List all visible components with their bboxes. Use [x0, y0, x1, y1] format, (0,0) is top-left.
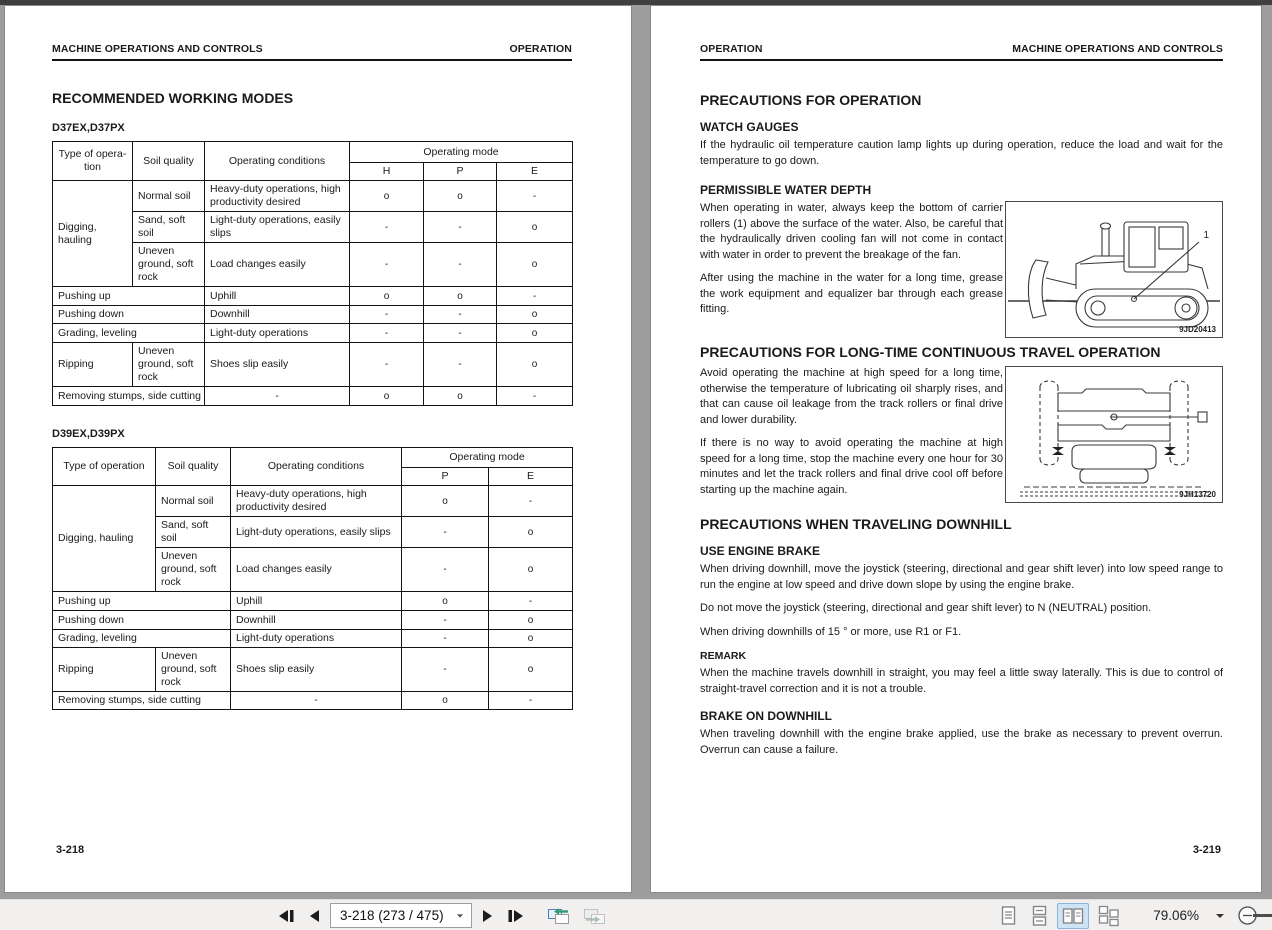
two-page-layout-icon: [1062, 906, 1084, 926]
next-view-button[interactable]: [579, 903, 610, 929]
table-row: [53, 324, 573, 343]
table-cell: -: [350, 243, 424, 287]
zoom-dropdown-button[interactable]: [1212, 903, 1228, 929]
table-header-row: [53, 142, 573, 163]
table-row: [53, 611, 573, 630]
table-cell: -: [402, 611, 489, 630]
table-cell: Sand, soft soil: [133, 212, 205, 243]
first-page-button[interactable]: [272, 903, 299, 929]
col-header-mode: Operating mode: [350, 142, 573, 163]
table-cell: o: [497, 212, 573, 243]
figure-callout-1: 1: [1203, 230, 1209, 241]
table-row: [53, 592, 573, 611]
table-row: [53, 692, 573, 710]
two-page-continuous-layout-button[interactable]: [1094, 903, 1124, 929]
engine-brake-title: USE ENGINE BRAKE: [700, 544, 821, 558]
table-cell: -: [350, 212, 424, 243]
view-layout-group: [995, 900, 1262, 930]
paragraph: After using the machine in the water for a long time, grease the work equipment and equalizer bar through each grease fitting.: [700, 272, 1003, 315]
table-cell: o: [424, 181, 497, 212]
table-cell: o: [350, 287, 424, 306]
long-travel-section: [700, 366, 1223, 506]
table-cell: Shoes slip easily: [231, 648, 402, 692]
header-rule: [52, 59, 572, 61]
zoom-slider[interactable]: [1253, 914, 1272, 917]
running-header-right: MACHINE OPERATIONS AND CONTROLS: [1012, 43, 1223, 55]
running-header-right: OPERATION: [509, 43, 572, 55]
next-page-icon: [481, 909, 494, 923]
page-right[interactable]: [650, 5, 1262, 893]
right-page-content: [700, 92, 1223, 766]
last-page-button[interactable]: [503, 903, 530, 929]
table-cell: -: [424, 324, 497, 343]
col-header-soil: Soil quality: [156, 448, 231, 486]
table-cell: -: [402, 648, 489, 692]
col-header-mode: Operating mode: [402, 448, 573, 468]
table-cell: o: [402, 486, 489, 517]
table-cell: o: [497, 243, 573, 287]
col-header-type: Type of operation: [53, 448, 156, 486]
page-left[interactable]: [4, 5, 632, 893]
table-cell: o: [497, 306, 573, 324]
bottom-toolbar: [0, 899, 1272, 930]
table-row: [53, 287, 573, 306]
first-page-icon: [276, 909, 295, 923]
col-header-conditions: Operating conditions: [205, 142, 350, 181]
table-cell: -: [497, 387, 573, 406]
water-depth-title: PERMISSIBLE WATER DEPTH: [700, 183, 872, 197]
mode-col-p: P: [402, 468, 489, 486]
table-cell: Uphill: [205, 287, 350, 306]
table-row: [53, 486, 573, 517]
model-heading-d39: D39EX,D39PX: [52, 428, 125, 440]
single-page-layout-button[interactable]: [995, 903, 1021, 929]
table-cell: -: [402, 630, 489, 648]
watch-gauges-text: If the hydraulic oil temperature caution lamp lights up during operation, reduce the load and wait for the temperature to go down.: [700, 139, 1223, 167]
table-cell: Digging, hauling: [53, 486, 156, 592]
table-cell: -: [205, 387, 350, 406]
continuous-layout-icon: [1030, 905, 1048, 927]
table-cell: o: [489, 611, 573, 630]
table-cell: Uneven ground, soft rock: [133, 343, 205, 387]
col-header-conditions: Operating conditions: [231, 448, 402, 486]
table-cell: Pushing up: [53, 287, 205, 306]
table-cell: -: [497, 181, 573, 212]
table-cell: o: [489, 648, 573, 692]
table-cell: Grading, leveling: [53, 630, 231, 648]
table-cell: Downhill: [231, 611, 402, 630]
figure-code: 9JH13720: [1179, 490, 1216, 499]
remark-title: REMARK: [700, 650, 747, 662]
table-cell: Digging, hauling: [53, 181, 133, 287]
table-header-row: [53, 448, 573, 468]
table-cell: Heavy-duty operations, high productivity desired: [205, 181, 350, 212]
mode-col-e: E: [497, 163, 573, 181]
page-box-value: 3-218 (273 / 475): [340, 908, 444, 923]
mode-col-e: E: [489, 468, 573, 486]
previous-page-button[interactable]: [304, 903, 325, 929]
model-heading-d37: D37EX,D37PX: [52, 122, 125, 134]
table-cell: Uphill: [231, 592, 402, 611]
next-view-icon: [583, 907, 606, 925]
table-cell: o: [350, 181, 424, 212]
left-page-content: [52, 90, 572, 710]
page-title: RECOMMENDED WORKING MODES: [52, 90, 294, 106]
table-row: [53, 343, 573, 387]
figure-code: 9JD20413: [1179, 325, 1216, 334]
remark-text: When the machine travels downhill in straight, you may feel a little sway laterally. This is due to control of straight-travel correction and it is not a trouble.: [700, 667, 1223, 695]
table-cell: Grading, leveling: [53, 324, 205, 343]
table-cell: -: [424, 243, 497, 287]
table-cell: Uneven ground, soft rock: [156, 548, 231, 592]
mode-col-h: H: [350, 163, 424, 181]
working-modes-table-d39: [52, 447, 573, 710]
chevron-down-icon: [1216, 914, 1224, 918]
table-cell: Pushing down: [53, 611, 231, 630]
table-row: [53, 387, 573, 406]
table-cell: Normal soil: [133, 181, 205, 212]
table-cell: Ripping: [53, 343, 133, 387]
previous-view-icon: [547, 907, 570, 925]
header-rule: [700, 59, 1223, 61]
table-cell: Ripping: [53, 648, 156, 692]
previous-view-button[interactable]: [543, 903, 574, 929]
table-cell: -: [424, 343, 497, 387]
table-cell: -: [489, 692, 573, 710]
table-cell: Normal soil: [156, 486, 231, 517]
running-header: [52, 43, 572, 55]
running-header: [700, 43, 1223, 55]
page-number: 3-219: [1192, 844, 1221, 856]
figure-water-depth: [1005, 201, 1223, 338]
table-cell: -: [350, 324, 424, 343]
working-modes-table-d37: [52, 141, 573, 406]
table-cell: o: [497, 324, 573, 343]
brake-downhill-title: BRAKE ON DOWNHILL: [700, 709, 832, 723]
table-cell: Pushing down: [53, 306, 205, 324]
two-page-continuous-layout-icon: [1098, 905, 1120, 927]
table-cell: Uneven ground, soft rock: [156, 648, 231, 692]
table-cell: -: [424, 306, 497, 324]
running-header-left: MACHINE OPERATIONS AND CONTROLS: [52, 43, 263, 55]
table-cell: Light-duty operations, easily slips: [205, 212, 350, 243]
table-cell: Light-duty operations, easily slips: [231, 517, 402, 548]
table-cell: -: [231, 692, 402, 710]
mode-col-p: P: [424, 163, 497, 181]
continuous-layout-button[interactable]: [1026, 903, 1052, 929]
chevron-down-icon: [457, 914, 463, 917]
paragraph: If there is no way to avoid operating the machine at high speed for a long time, stop the machine every one hour for 30 minutes and let the track rollers and final drive cool off before starting up the machine again.: [700, 437, 1003, 496]
paragraph: Avoid operating the machine at high speed for a long time, otherwise the temperature of lubricating oil sharply rises, and that can cause oil leakage from the track rollers or final drive and lower durability.: [700, 367, 1003, 426]
downhill-title: PRECAUTIONS WHEN TRAVELING DOWNHILL: [700, 516, 1012, 532]
section-title: PRECAUTIONS FOR OPERATION: [700, 92, 922, 108]
paragraph: When traveling downhill with the engine brake applied, use the brake as necessary to prevent overrun. Overrun can cause a failure.: [700, 728, 1223, 756]
paragraph: When operating in water, always keep the bottom of carrier rollers (1) above the surface of the water. Also, be careful that the hydraulically driven cooling fan will not come in contact with water in order to prevent the breakage of the fan.: [700, 202, 1003, 261]
table-cell: o: [424, 287, 497, 306]
table-cell: Light-duty operations: [205, 324, 350, 343]
watch-gauges-title: WATCH GAUGES: [700, 120, 799, 134]
table-row: [53, 306, 573, 324]
table-cell: Load changes easily: [231, 548, 402, 592]
water-depth-text: [700, 201, 1003, 326]
table-cell: Removing stumps, side cutting: [53, 692, 231, 710]
table-cell: Light-duty operations: [231, 630, 402, 648]
table-row: [53, 630, 573, 648]
running-header-left: OPERATION: [700, 43, 763, 55]
col-header-soil: Soil quality: [133, 142, 205, 181]
table-cell: -: [402, 517, 489, 548]
table-cell: -: [489, 592, 573, 611]
paragraph: Do not move the joystick (steering, directional and gear shift lever) to N (NEUTRAL) position.: [700, 602, 1152, 614]
page-number-combobox[interactable]: [330, 903, 472, 928]
table-cell: -: [489, 486, 573, 517]
long-travel-title: PRECAUTIONS FOR LONG-TIME CONTINUOUS TRAVEL OPERATION: [700, 344, 1161, 360]
page-navigation-group: [272, 900, 610, 930]
table-cell: o: [424, 387, 497, 406]
table-cell: Sand, soft soil: [156, 517, 231, 548]
table-row: [53, 648, 573, 692]
table-cell: -: [350, 343, 424, 387]
zoom-level-value[interactable]: 79.06%: [1153, 908, 1199, 923]
bulldozer-side-view-drawing: [1006, 202, 1222, 337]
table-cell: Shoes slip easily: [205, 343, 350, 387]
table-row: [53, 181, 573, 212]
figure-track-rollers: [1005, 366, 1223, 503]
water-depth-section: [700, 201, 1223, 338]
table-cell: Removing stumps, side cutting: [53, 387, 205, 406]
table-cell: Downhill: [205, 306, 350, 324]
table-cell: -: [424, 212, 497, 243]
table-cell: -: [497, 287, 573, 306]
table-cell: -: [402, 548, 489, 592]
table-cell: o: [489, 630, 573, 648]
table-cell: o: [350, 387, 424, 406]
table-cell: Pushing up: [53, 592, 231, 611]
undercarriage-top-view-drawing: [1006, 367, 1222, 502]
page-number: 3-218: [56, 844, 85, 856]
paragraph: When driving downhill, move the joystick (steering, directional and gear shift lever) into low speed range to run the engine at low speed and drive down slope by using the engine brake.: [700, 563, 1223, 591]
table-cell: o: [497, 343, 573, 387]
table-cell: Uneven ground, soft rock: [133, 243, 205, 287]
previous-page-icon: [308, 909, 321, 923]
two-page-layout-button[interactable]: [1057, 903, 1089, 929]
table-cell: o: [489, 517, 573, 548]
table-cell: -: [350, 306, 424, 324]
table-cell: Load changes easily: [205, 243, 350, 287]
single-page-layout-icon: [999, 905, 1017, 927]
col-header-type: Type of opera-tion: [53, 142, 133, 181]
table-cell: o: [402, 692, 489, 710]
table-cell: o: [489, 548, 573, 592]
last-page-icon: [507, 909, 526, 923]
long-travel-text: [700, 366, 1003, 506]
table-cell: o: [402, 592, 489, 611]
next-page-button[interactable]: [477, 903, 498, 929]
paragraph: When driving downhills of 15 ° or more, use R1 or F1.: [700, 625, 962, 638]
table-cell: Heavy-duty operations, high productivity desired: [231, 486, 402, 517]
